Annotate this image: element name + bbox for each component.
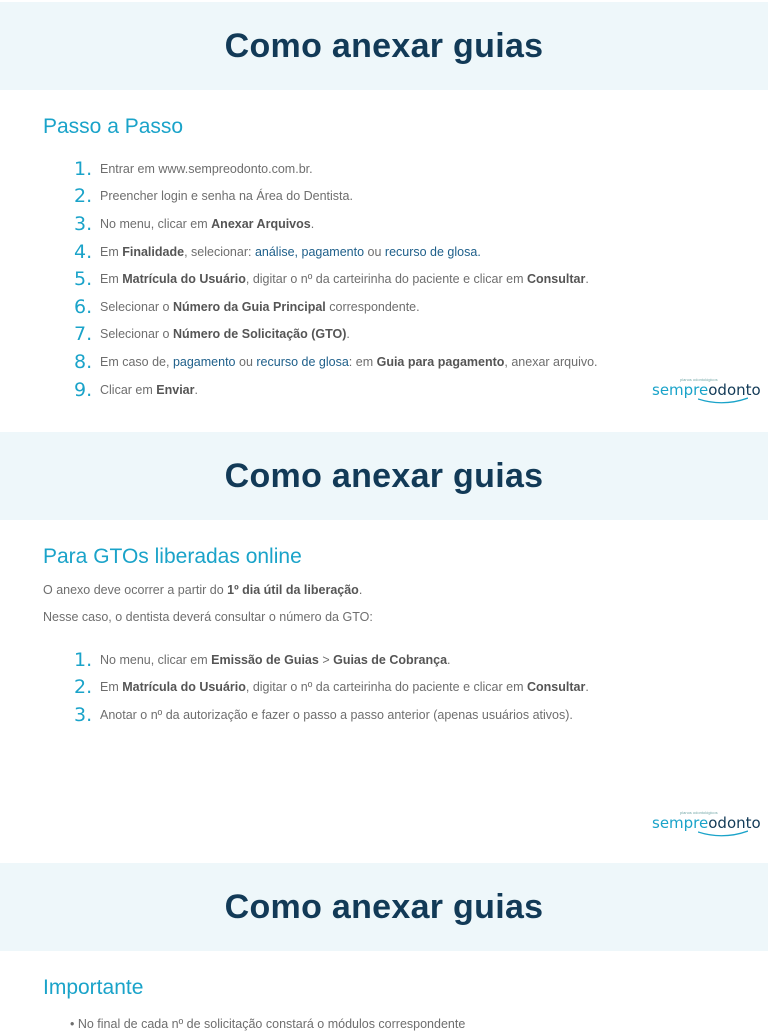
text-segment: : em	[348, 354, 377, 369]
page-title: Como anexar guias	[224, 887, 544, 926]
text-segment: Clicar em	[100, 382, 157, 397]
text-segment: Em caso de,	[100, 354, 173, 369]
text-segment: .	[585, 680, 589, 695]
text-segment: Em	[100, 272, 123, 287]
text-segment: ou	[364, 244, 385, 259]
text-segment: Em	[100, 680, 123, 695]
step-text	[100, 708, 573, 722]
step-number: 4.	[74, 240, 93, 263]
emphasis-text: Guia para pagamento	[376, 354, 505, 369]
emphasis-text: Anexar Arquivos	[211, 216, 311, 231]
sempreodonto-logo: planos odontológicos sempreodonto	[652, 377, 752, 411]
text-segment: .	[346, 327, 350, 342]
step-item	[74, 701, 589, 729]
intro-paragraph	[43, 583, 362, 597]
step-text	[100, 217, 314, 231]
section-heading-importante: Importante	[43, 976, 144, 999]
steps-list	[74, 155, 598, 403]
title-band	[0, 432, 768, 520]
step-text	[100, 189, 353, 203]
text-segment: ou	[235, 354, 257, 369]
title-band	[0, 2, 768, 90]
step-text	[100, 383, 198, 397]
highlight-text: análise, pagamento	[254, 244, 365, 259]
text-segment: Selecionar o	[100, 299, 173, 314]
steps-list	[74, 646, 589, 729]
text-segment: Entrar em www.sempreodonto.com.br.	[100, 161, 313, 176]
text-segment: .	[447, 652, 451, 667]
step-item	[74, 376, 598, 404]
emphasis-text: Matrícula do Usuário	[122, 272, 246, 287]
text-segment: >	[318, 652, 334, 667]
emphasis-text: Guias de Cobrança	[333, 652, 448, 667]
text-segment: .	[310, 216, 315, 231]
bullet-item: • No final de cada nº de solicitação constará o módulos correspondente	[70, 1017, 466, 1031]
step-text	[100, 162, 313, 176]
text-segment: .	[358, 583, 363, 597]
highlight-text: recurso de glosa.	[384, 244, 481, 259]
text-segment: No menu, clicar em	[100, 216, 212, 231]
step-text	[100, 245, 481, 259]
step-item	[74, 183, 598, 211]
text-segment: Preencher login e senha na Área do Dentista.	[100, 189, 353, 204]
step-item	[74, 646, 589, 674]
emphasis-text: Matrícula do Usuário	[122, 680, 246, 695]
text-segment: , digitar o nº da carteirinha do paciente e clicar em	[245, 272, 527, 287]
text-segment: , selecionar:	[184, 244, 255, 259]
step-number: 6.	[74, 295, 93, 318]
sempreodonto-logo: planos odontológicos sempreodonto	[652, 810, 752, 844]
step-number: 5.	[74, 268, 93, 291]
text-segment: .	[194, 382, 198, 397]
step-item	[74, 293, 598, 321]
section-heading-gtos-online: Para GTOs liberadas online	[43, 545, 302, 568]
step-text	[100, 355, 598, 369]
page-title: Como anexar guias	[224, 456, 544, 495]
highlight-text: pagamento	[172, 354, 236, 369]
step-text	[100, 680, 589, 694]
emphasis-text: 1º dia útil da liberação	[227, 583, 359, 597]
step-number: 3.	[74, 703, 93, 726]
step-number: 2.	[74, 676, 93, 699]
emphasis-text: Número da Guia Principal	[172, 299, 326, 314]
text-segment: No menu, clicar em	[100, 652, 212, 667]
intro-paragraph-2: Nesse caso, o dentista deverá consultar o número da GTO:	[43, 610, 373, 624]
text-segment: Em	[100, 244, 123, 259]
step-number: 1.	[74, 157, 93, 180]
step-number: 9.	[74, 378, 93, 401]
text-segment: , digitar o nº da carteirinha do paciente e clicar em	[245, 680, 527, 695]
step-item	[74, 265, 598, 293]
step-text	[100, 300, 420, 314]
step-number: 7.	[74, 323, 93, 346]
step-item	[74, 674, 589, 702]
step-number: 2.	[74, 185, 93, 208]
emphasis-text: Finalidade	[122, 244, 185, 259]
text-segment: O anexo deve ocorrer a partir do	[43, 583, 228, 597]
highlight-text: recurso de glosa	[256, 354, 349, 369]
step-number: 3.	[74, 212, 93, 235]
emphasis-text: Número de Solicitação (GTO)	[172, 327, 347, 342]
step-number: 8.	[74, 350, 93, 373]
step-text	[100, 327, 350, 341]
title-band	[0, 863, 768, 951]
step-text	[100, 272, 589, 286]
section-heading-passo-a-passo: Passo a Passo	[43, 115, 184, 138]
step-item	[74, 210, 598, 238]
text-segment: .	[585, 272, 589, 287]
emphasis-text: Consultar	[526, 680, 586, 695]
text-segment: Anotar o nº da autorização e fazer o passo a passo anterior (apenas usuários ativos).	[100, 707, 573, 722]
text-segment: , anexar arquivo.	[504, 354, 598, 369]
emphasis-text: Consultar	[526, 272, 586, 287]
emphasis-text: Emissão de Guias	[211, 652, 319, 667]
step-item	[74, 155, 598, 183]
text-segment: Selecionar o	[100, 327, 173, 342]
step-text	[100, 653, 451, 667]
text-segment: correspondente.	[325, 299, 420, 314]
step-item	[74, 238, 598, 266]
step-number: 1.	[74, 648, 93, 671]
step-item	[74, 348, 598, 376]
emphasis-text: Enviar	[156, 382, 195, 397]
step-item	[74, 321, 598, 349]
page-title: Como anexar guias	[224, 26, 544, 65]
